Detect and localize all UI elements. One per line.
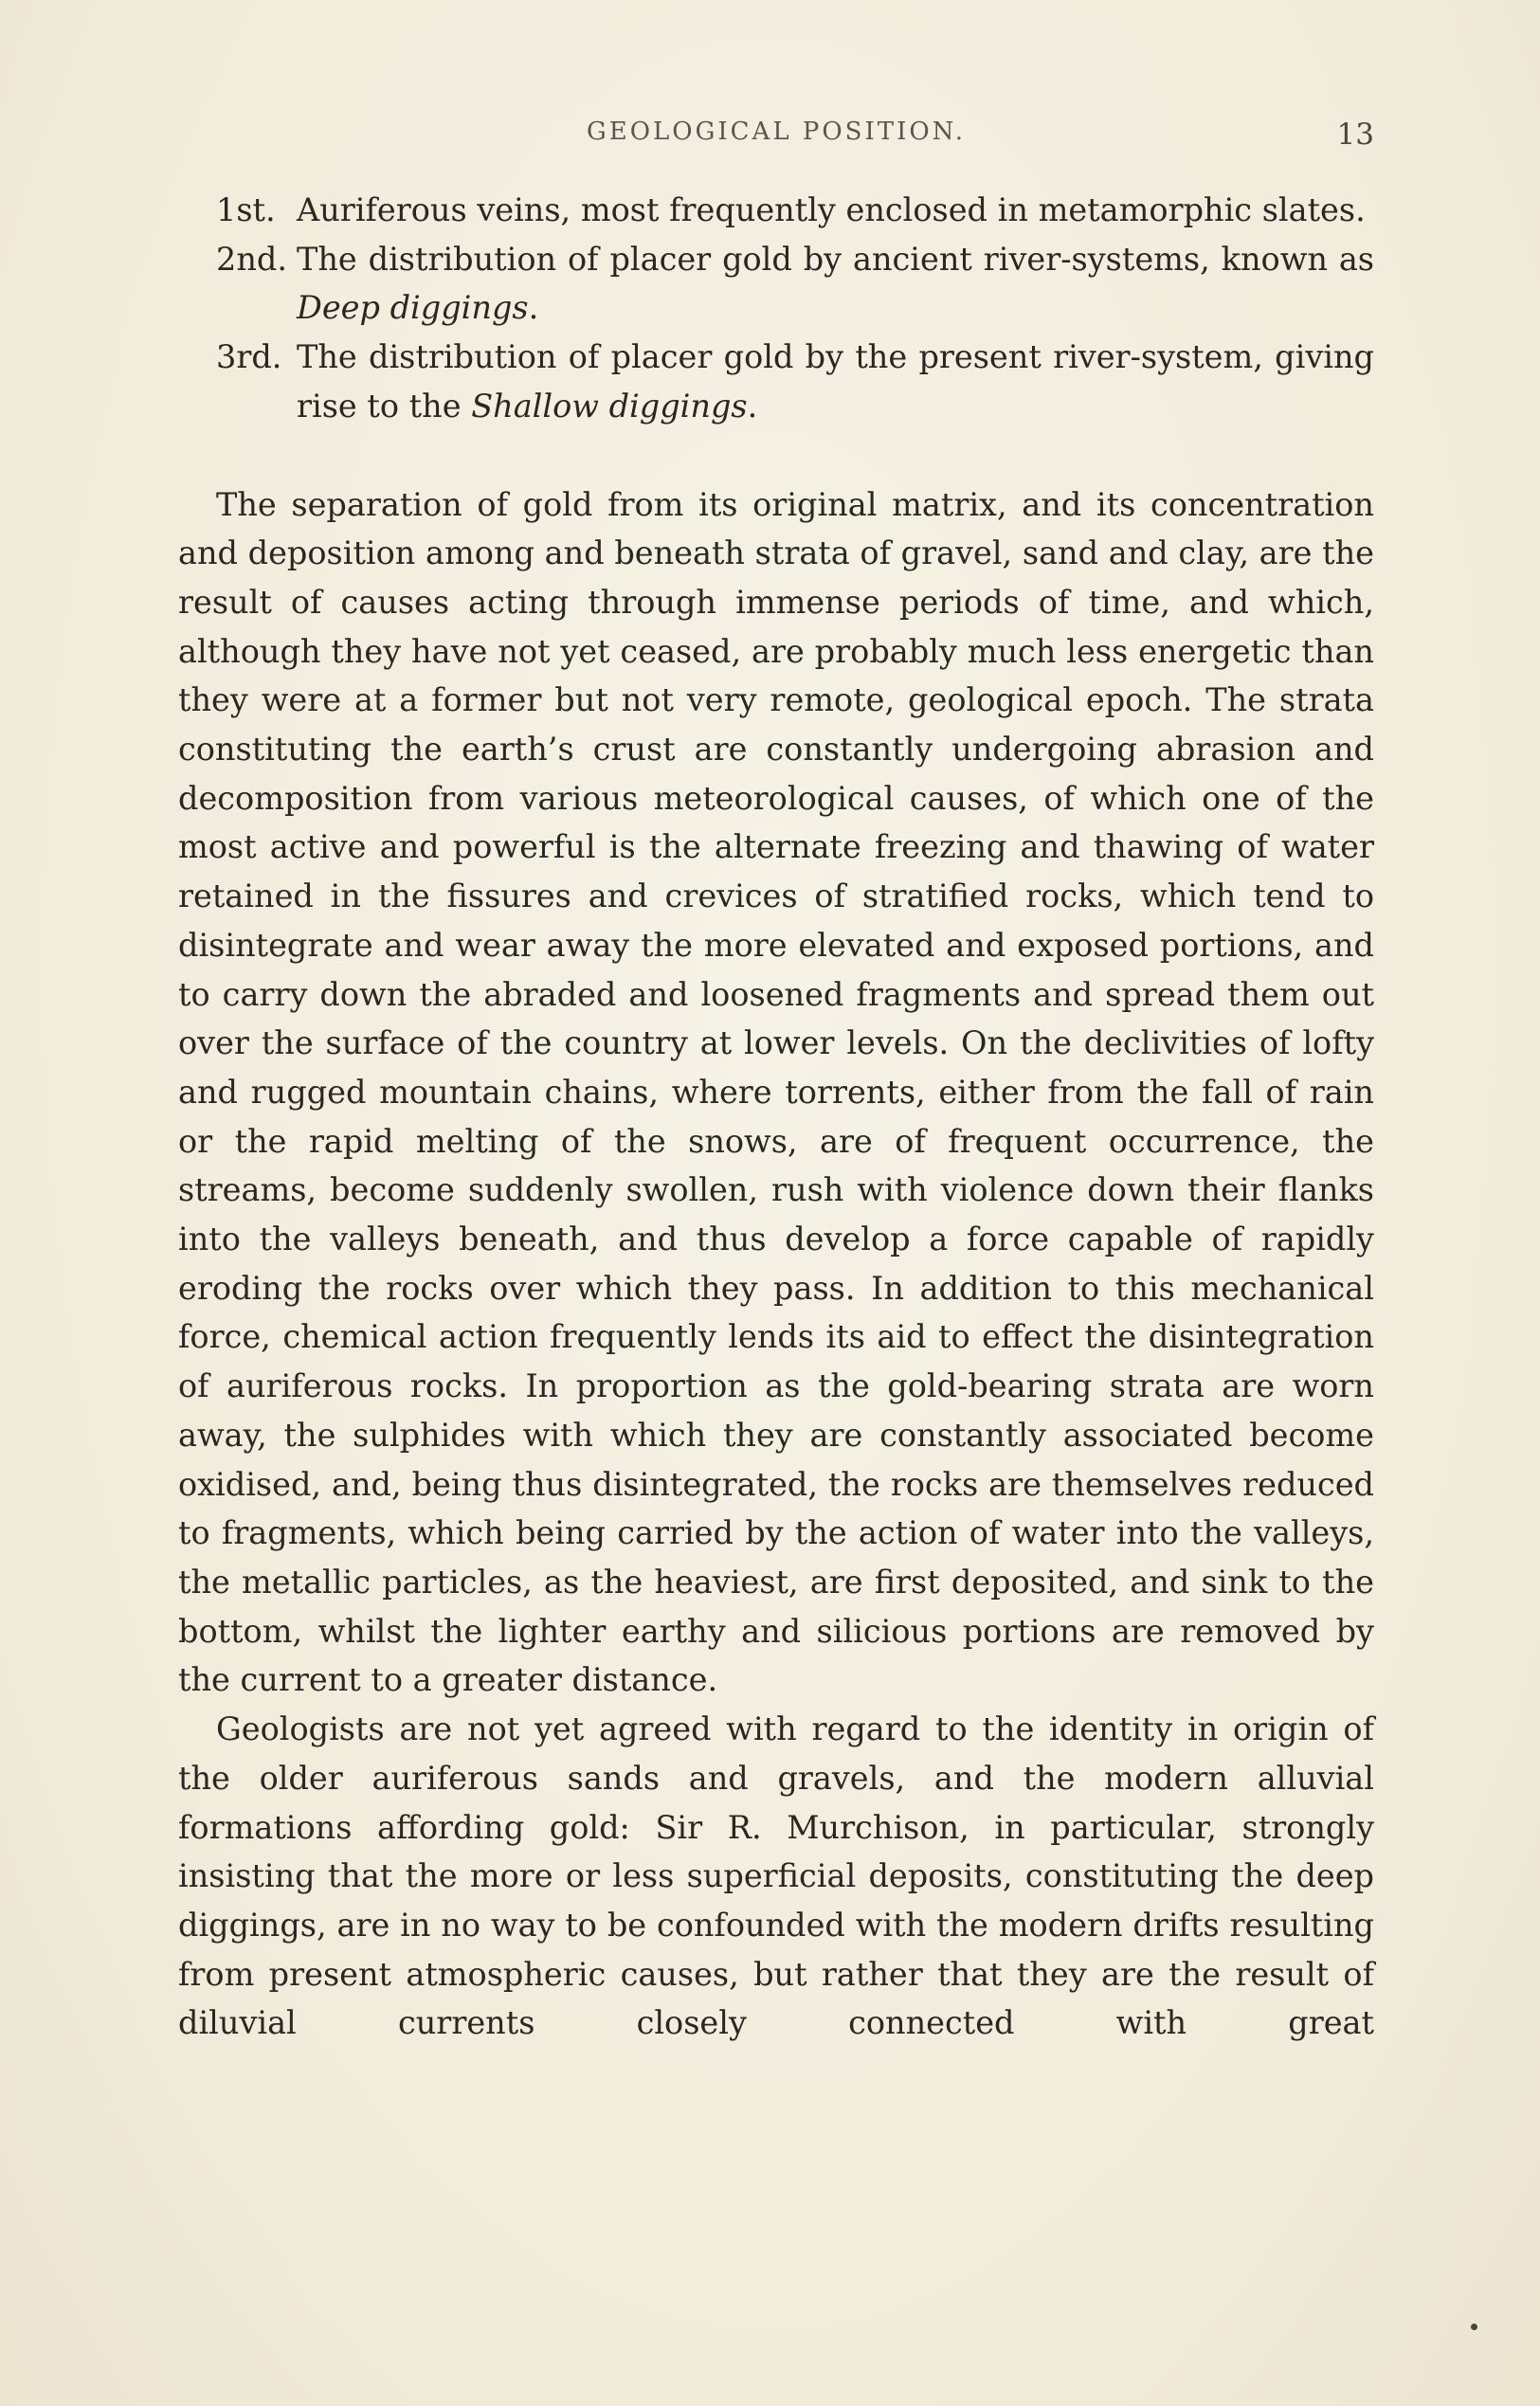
list-number: 2nd. — [216, 240, 287, 278]
list-text: The distribution of placer gold by ancient river-systems, known as — [297, 240, 1374, 278]
list-text-end: . — [747, 387, 758, 425]
paragraph-geologists: Geologists are not yet agreed with regard to the identity in origin of the older auriferous sands and gravels, and the modern alluvial formations affording gold: Sir R. Murchison, in particular, strongly insisting that the more or less superficial deposits, constituting the deep diggings, are in no way to be confounded with the modern drifts resulting from present atmospheric causes, but rather that they are the result of diluvial currents closely connected with great — [178, 1710, 1374, 2042]
list-text: Auriferous veins, most frequently enclosed in metamorphic slates. — [297, 191, 1366, 228]
list-number: 3rd. — [216, 338, 282, 376]
list-text-end: . — [528, 289, 539, 327]
italic-term: Shallow diggings — [471, 387, 748, 425]
list-item-3 — [178, 333, 1374, 430]
running-title: GEOLOGICAL POSITION. — [586, 118, 967, 146]
list-item-1 — [178, 186, 1374, 235]
list-number: 1st. — [216, 191, 276, 228]
running-head — [178, 118, 1374, 155]
paragraph-separation: The separation of gold from its original matrix, and its concentration and deposition among and beneath strata of gravel, sand and clay, are the result of causes acting through immense periods of time, and which, although they have not yet ceased, are probably much less energetic than they were at a former but not very remote, geological epoch. The strata constituting the earth’s crust are constantly undergoing abrasion and decomposition from various meteorological causes, of which one of the most active and powerful is the alternate freezing and thawing of water retained in the fissures and crevices of stratified rocks, which tend to disintegrate and wear away the more elevated and exposed portions, and to carry down the abraded and loosened fragments and spread them out over the surface of the country at lower levels. On the declivities of lofty and rugged mountain chains, where torrents, either from the fall of rain or the rapid melting of the snows, are of frequent occurrence, the streams, become suddenly swollen, rush with violence down their flanks into the valleys beneath, and thus develop a force capable of rapidly eroding the rocks over which they pass. In addition to this mechanical force, chemical action frequently lends its aid to effect the disintegration of auriferous rocks. In proportion as the gold-bearing strata are worn away, the sulphides with which they are constantly associated become oxidised, and, being thus disintegrated, the rocks are themselves reduced to fragments, which being carried by the action of water into the valleys, the metallic particles, as the heaviest, are first deposited, and sink to the bottom, whilst the lighter earthy and silicious portions are removed by the current to a greater distance. — [178, 485, 1374, 1699]
body-text — [178, 186, 1374, 2048]
list-item-2 — [178, 235, 1374, 333]
page-speck — [1471, 2324, 1477, 2330]
italic-term: Deep diggings — [297, 289, 529, 327]
section-gap — [178, 431, 1374, 480]
list-text: The distribution of placer gold by the present river-system, giving rise to the — [297, 338, 1374, 425]
page-number: 13 — [1336, 118, 1374, 152]
